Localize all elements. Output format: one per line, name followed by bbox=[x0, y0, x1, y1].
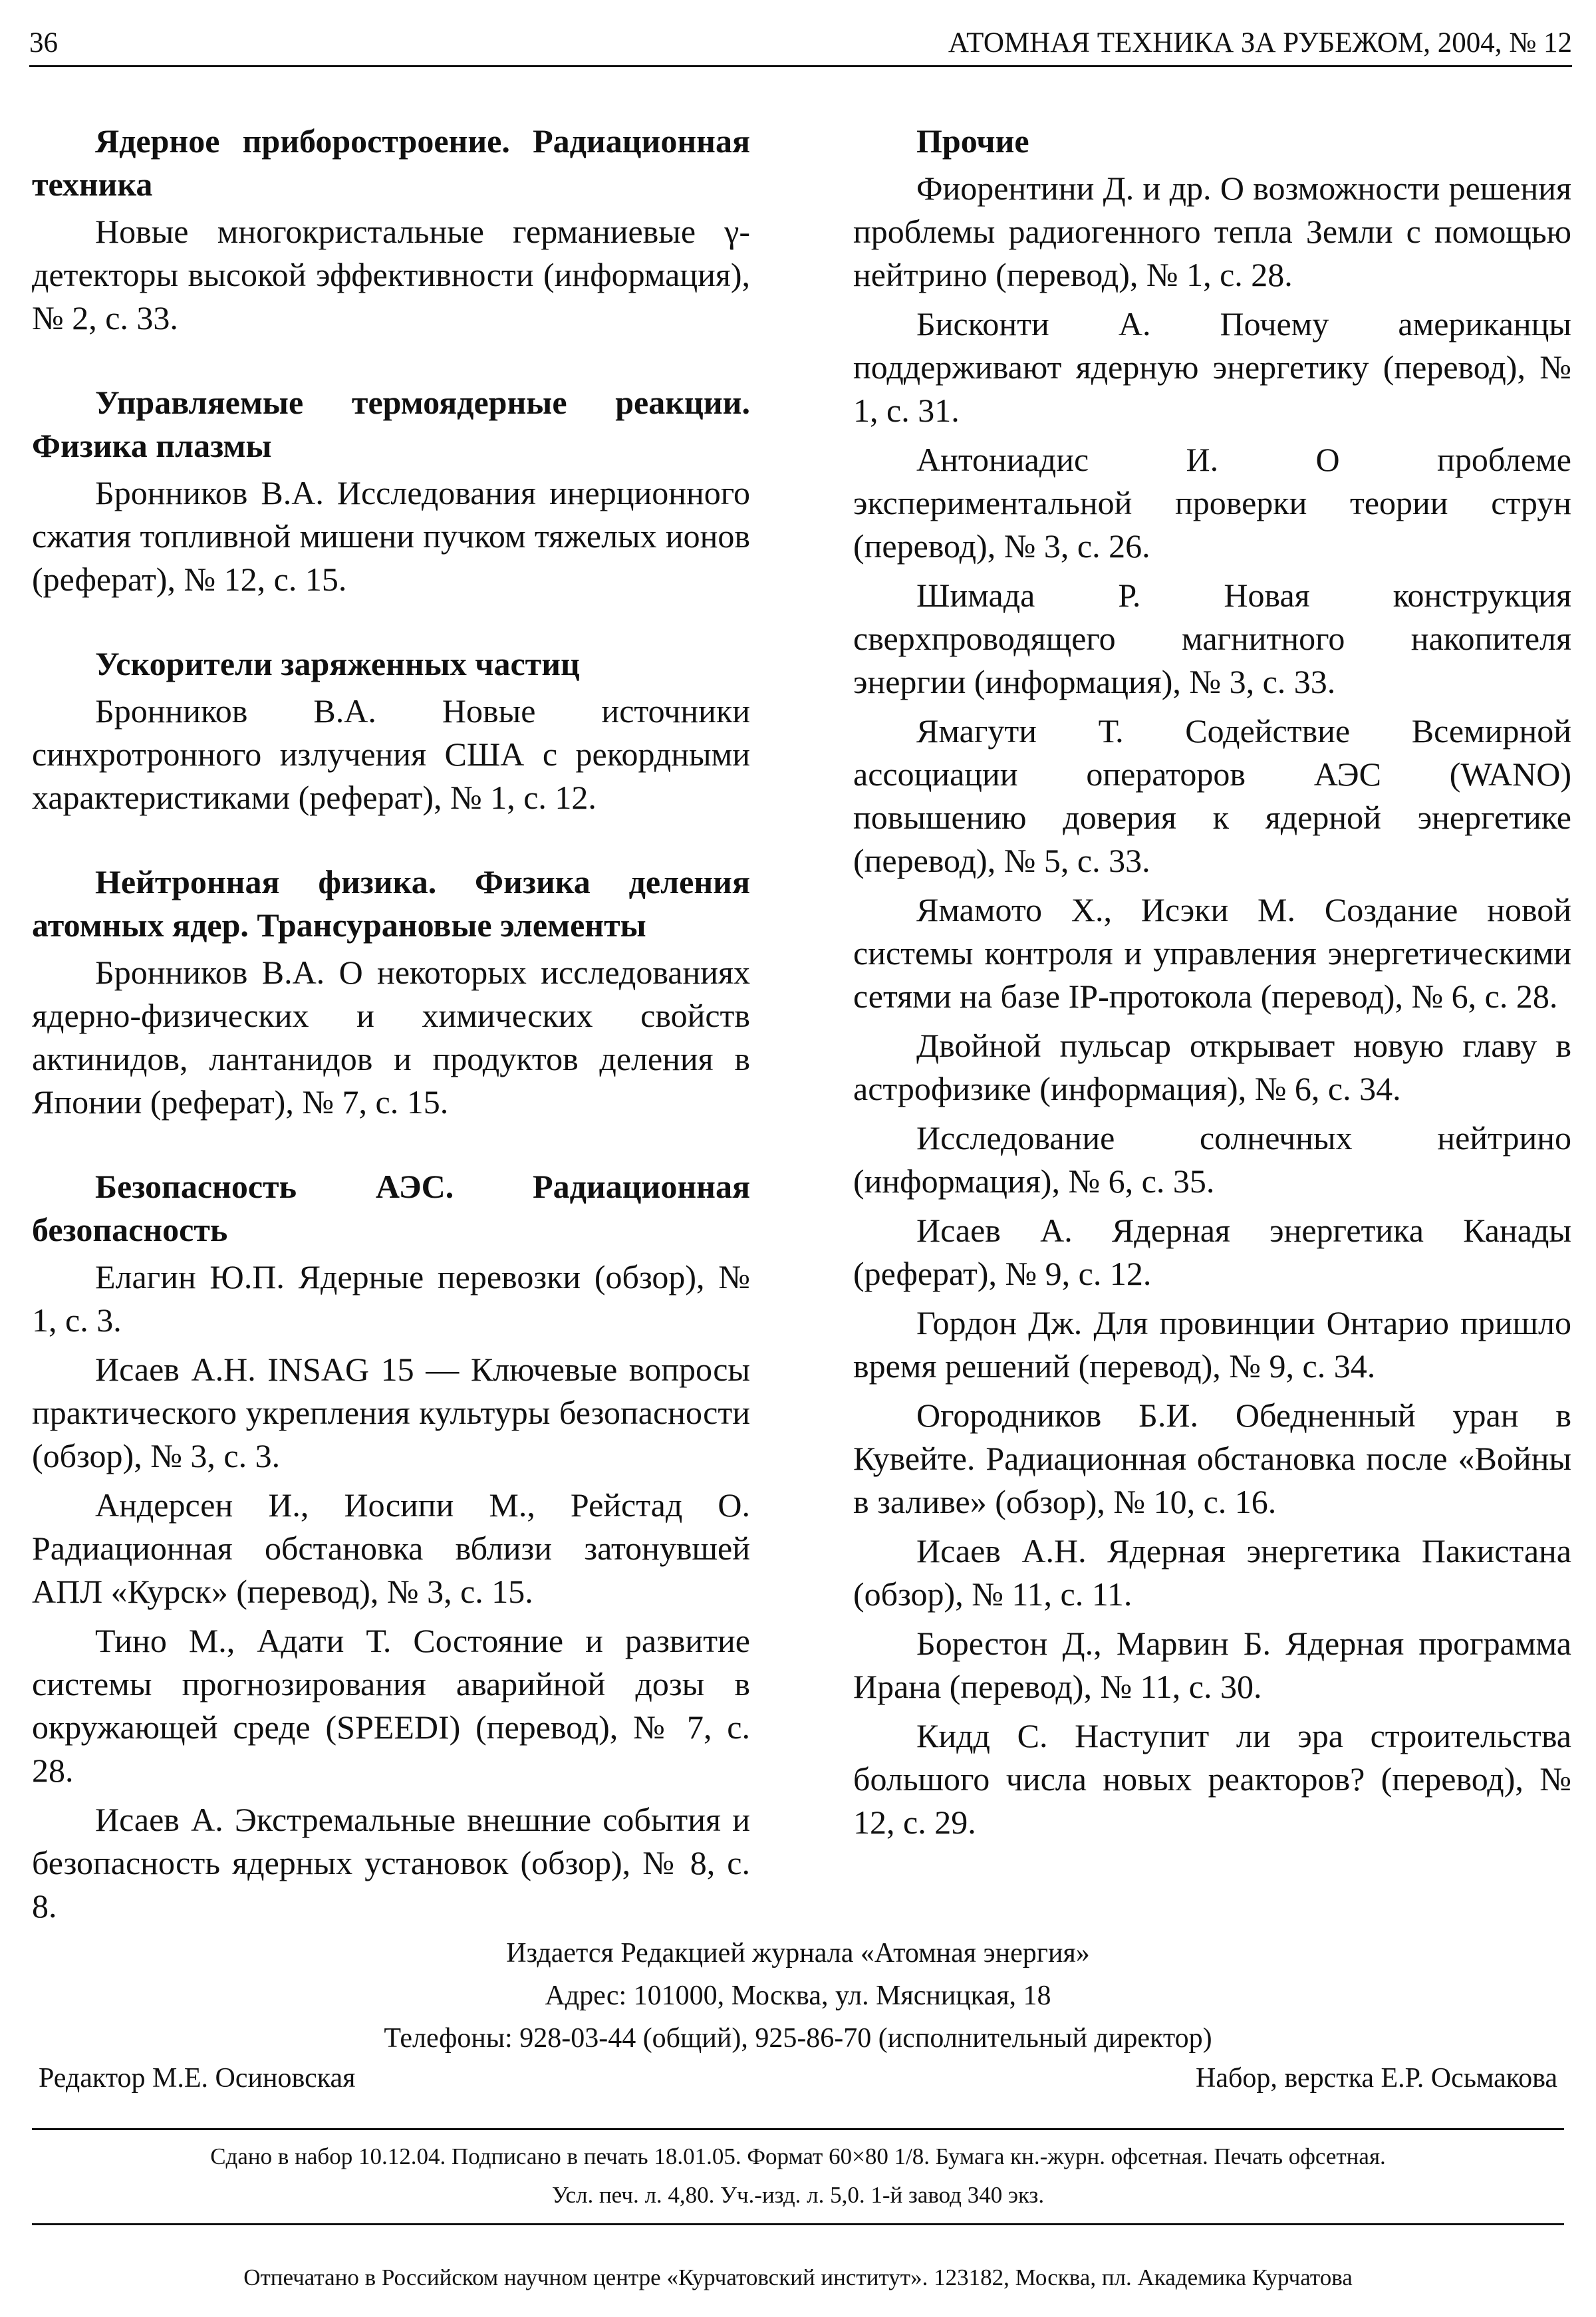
list-item: Гордон Дж. Для провинции Онтарио пришло время решений (перевод), № 9, с. 34. bbox=[853, 1304, 1571, 1385]
editor-credit: Редактор М.Е. Осиновская bbox=[39, 2063, 356, 2094]
list-item: Бронников В.А. О некоторых исследованиях ядерно-физических и химических свойств актинидов, лантанидов и продуктов деления в Японии (реферат), № 7, с. 15. bbox=[32, 954, 750, 1121]
section-safety bbox=[32, 1165, 750, 1928]
list-item: Двойной пульсар открывает новую главу в астрофизике (информация), № 6, с. 34. bbox=[853, 1027, 1571, 1107]
list-item: Андерсен И., Иосипи М., Рейстад О. Радиационная обстановка вблизи затонувшей АПЛ «Курск» (перевод), № 3, с. 15. bbox=[32, 1486, 750, 1610]
page-header bbox=[29, 24, 1572, 67]
list-item: Новые многокристальные германиевые γ-детекторы высокой эффективности (информация), № 2, с. 33. bbox=[32, 213, 750, 337]
footer-divider bbox=[32, 2223, 1564, 2225]
list-item: Борестон Д., Марвин Б. Ядерная программа Ирана (перевод), № 11, с. 30. bbox=[853, 1625, 1571, 1705]
list-item: Бронников В.А. Новые источники синхротронного излучения США с рекордными характеристиками (реферат), № 1, с. 12. bbox=[32, 692, 750, 816]
print-details-line: Усл. печ. л. 4,80. Уч.-изд. л. 5,0. 1-й завод 340 экз. bbox=[551, 2182, 1045, 2208]
section-heading: Безопасность АЭС. Радиационная безопасность bbox=[32, 1168, 750, 1248]
print-details bbox=[0, 2137, 1596, 2215]
section-heading: Прочие bbox=[916, 122, 1029, 160]
list-item: Исаев А. Экстремальные внешние события и безопасность ядерных установок (обзор), № 8, с. 8. bbox=[32, 1801, 750, 1925]
list-item: Исаев А. Ядерная энергетика Канады (реферат), № 9, с. 12. bbox=[853, 1212, 1571, 1292]
journal-title: АТОМНАЯ ТЕХНИКА ЗА РУБЕЖОМ, 2004, № 12 bbox=[948, 27, 1572, 59]
list-item: Исаев А.Н. INSAG 15 — Ключевые вопросы практического укрепления культуры безопасности (обзор), № 3, с. 3. bbox=[32, 1351, 750, 1474]
list-item: Ямагути Т. Содействие Всемирной ассоциации операторов АЭС (WANO) повышению доверия к ядерной энергетике (перевод), № 5, с. 33. bbox=[853, 712, 1571, 879]
credits-row bbox=[32, 2062, 1564, 2102]
layout-credit: Набор, верстка Е.Р. Осьмакова bbox=[1196, 2063, 1557, 2094]
printed-at: Отпечатано в Российском научном центре «Курчатовский институт». 123182, Москва, пл. Академика Курчатова bbox=[243, 2264, 1353, 2290]
publisher-line: Издается Редакцией журнала «Атомная энергия» bbox=[506, 1938, 1090, 1969]
section-heading: Ядерное приборостроение. Радиационная техника bbox=[32, 122, 750, 203]
list-item: Антониадис И. О проблеме экспериментальной проверки теории струн (перевод), № 3, с. 26. bbox=[853, 441, 1571, 565]
page-number: 36 bbox=[29, 27, 58, 59]
section-other bbox=[853, 120, 1571, 1844]
section-fusion bbox=[32, 381, 750, 601]
address-line: Адрес: 101000, Москва, ул. Мясницкая, 18 bbox=[545, 1980, 1051, 2011]
print-details-line: Сдано в набор 10.12.04. Подписано в печать 18.01.05. Формат 60×80 1/8. Бумага кн.-журн. офсетная. Печать офсетная. bbox=[210, 2143, 1386, 2169]
list-item: Шимада Р. Новая конструкция сверхпроводящего магнитного накопителя энергии (информация), № 3, с. 33. bbox=[853, 577, 1571, 700]
phones-line: Телефоны: 928-03-44 (общий), 925-86-70 (исполнительный директор) bbox=[384, 2023, 1212, 2054]
list-item: Исаев А.Н. Ядерная энергетика Пакистана (обзор), № 11, с. 11. bbox=[853, 1532, 1571, 1613]
right-column bbox=[853, 120, 1571, 1885]
section-instrumentation bbox=[32, 120, 750, 340]
list-item: Кидд С. Наступит ли эра строительства большого числа новых реакторов? (перевод), № 12, с. 29. bbox=[853, 1717, 1571, 1841]
section-heading: Управляемые термоядерные реакции. Физика плазмы bbox=[32, 384, 750, 464]
list-item: Бисконти А. Почему американцы поддерживают ядерную энергетику (перевод), № 1, с. 31. bbox=[853, 305, 1571, 429]
footer-divider bbox=[32, 2128, 1564, 2130]
list-item: Исследование солнечных нейтрино (информация), № 6, с. 35. bbox=[853, 1119, 1571, 1200]
list-item: Тино М., Адати Т. Состояние и развитие системы прогнозирования аварийной дозы в окружающей среде (SPEEDI) (перевод), № 7, с. 28. bbox=[32, 1622, 750, 1789]
section-neutron-physics bbox=[32, 861, 750, 1124]
left-column bbox=[32, 120, 750, 1969]
section-heading: Нейтронная физика. Физика деления атомных ядер. Трансурановые элементы bbox=[32, 863, 750, 944]
list-item: Ямамото Х., Исэки М. Создание новой системы контроля и управления энергетическими сетями на базе IP-протокола (перевод), № 6, с. 28. bbox=[853, 891, 1571, 1015]
list-item: Огородников Б.И. Обедненный уран в Кувейте. Радиационная обстановка после «Войны в заливе» (обзор), № 10, с. 16. bbox=[853, 1397, 1571, 1520]
section-heading: Ускорители заряженных частиц bbox=[95, 645, 580, 682]
imprint-footer bbox=[0, 1932, 1596, 2290]
list-item: Елагин Ю.П. Ядерные перевозки (обзор), № 1, с. 3. bbox=[32, 1258, 750, 1339]
list-item: Бронников В.А. Исследования инерционного сжатия топливной мишени пучком тяжелых ионов (реферат), № 12, с. 15. bbox=[32, 474, 750, 598]
list-item: Фиорентини Д. и др. О возможности решения проблемы радиогенного тепла Земли с помощью нейтрино (перевод), № 1, с. 28. bbox=[853, 170, 1571, 293]
section-accelerators bbox=[32, 642, 750, 819]
